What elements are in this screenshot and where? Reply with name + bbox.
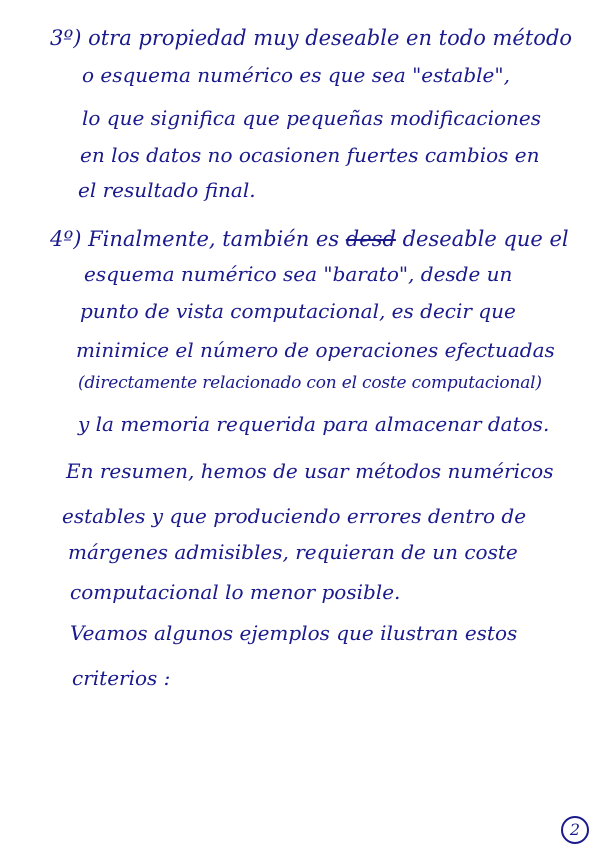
item-4-line-2: esquema numérico sea "barato", desde un	[84, 262, 513, 286]
item-3-line-2: o esquema numérico es que sea "estable",	[82, 63, 510, 87]
item-3-line-4: en los datos no ocasionen fuertes cambios en	[80, 143, 540, 167]
item-4-line-6: y la memoria requerida para almacenar datos.	[78, 412, 550, 436]
item-3-line-3: lo que significa que pequeñas modificaciones	[82, 106, 541, 130]
summary-line-3: márgenes admisibles, requieran de un coste	[68, 540, 518, 564]
item-4-line-1-end: deseable que el	[402, 227, 569, 251]
summary-line-6: criterios :	[72, 666, 171, 690]
item-3-line-1: 3º) otra propiedad muy deseable en todo método	[50, 26, 573, 50]
summary-line-2: estables y que produciendo errores dentro de	[62, 504, 527, 528]
item-4-line-4: minimice el número de operaciones efectuadas	[76, 338, 555, 362]
summary-line-1: En resumen, hemos de usar métodos numéricos	[66, 459, 554, 483]
item-3-line-5: el resultado final.	[78, 178, 256, 202]
item-4-line-1	[50, 227, 569, 251]
struck-word: desd	[345, 227, 396, 251]
summary-line-4: computacional lo menor posible.	[70, 580, 401, 604]
item-4-line-1-start: 4º) Finalmente, también es	[50, 227, 340, 251]
item-4-line-3: punto de vista computacional, es decir que	[80, 299, 516, 323]
summary-line-5: Veamos algunos ejemplos que ilustran estos	[70, 621, 518, 645]
item-4-line-5: (directamente relacionado con el coste computacional)	[78, 373, 542, 393]
page-number: 2	[561, 816, 589, 844]
